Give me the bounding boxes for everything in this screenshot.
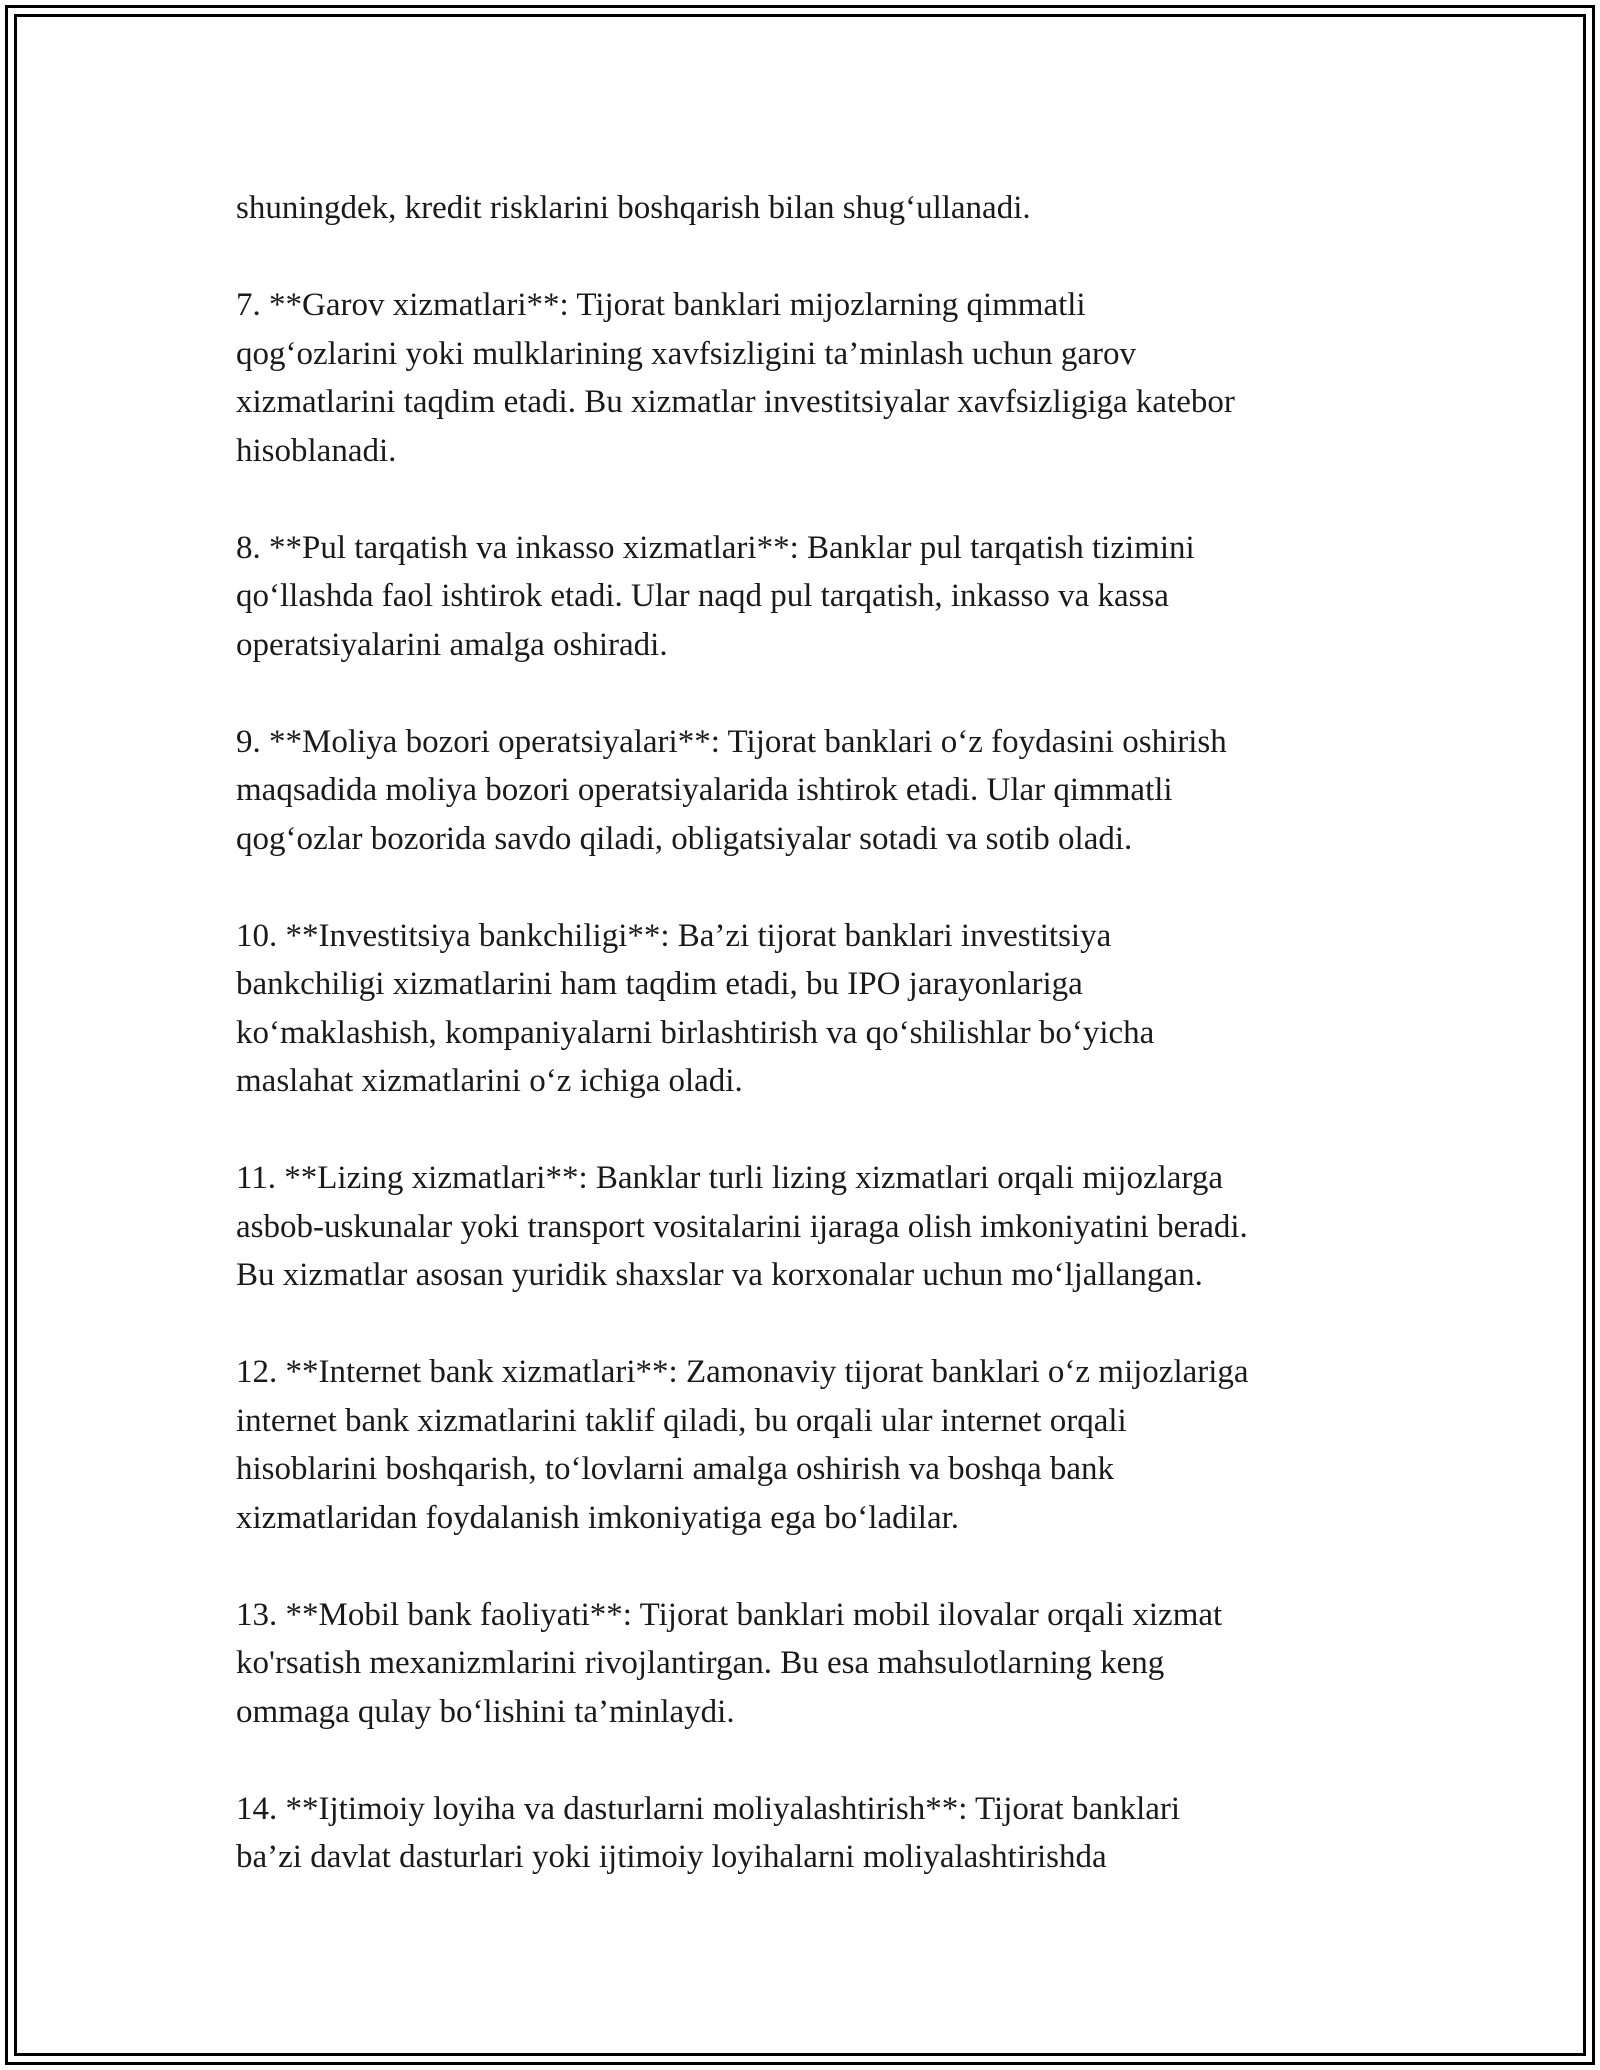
paragraph-continuation: shuningdek, kredit risklarini boshqarish bilan shug‘ullanadi. <box>236 190 1031 226</box>
paragraph-item-11: 11. **Lizing xizmatlari**: Banklar turli lizing xizmatlari orqali mijozlarga asbob-uskunalar yoki transport vositalarini ijaraga olish imkoniyatini beradi. Bu xizmatlar asosan yuridik shaxslar va korxonalar uchun mo‘ljallangan. <box>236 1160 1248 1293</box>
paragraph-item-8: 8. **Pul tarqatish va inkasso xizmatlari**: Banklar pul tarqatish tizimini qo‘llashda faol ishtirok etadi. Ular naqd pul tarqatish, inkasso va kassa operatsiyalarini amalga oshiradi. <box>236 529 1195 663</box>
paragraph-item-13: 13. **Mobil bank faoliyati**: Tijorat banklari mobil ilovalar orqali xizmat ko'rsatish mexanizmlarini rivojlantirgan. Bu esa mahsulotlarning keng ommaga qulay bo‘lishini ta’minlaydi. <box>236 1596 1223 1730</box>
paragraph-item-14: 14. **Ijtimoiy loyiha va dasturlarni moliyalashtirish**: Tijorat banklari ba’zi davlat dasturlari yoki ijtimoiy loyihalarni moliyalashtirishda <box>236 1790 1181 1875</box>
paragraph-item-12: 12. **Internet bank xizmatlari**: Zamonaviy tijorat banklari o‘z mijozlariga internet bank xizmatlarini taklif qiladi, bu orqali ular internet orqali hisoblarini boshqarish, to‘lovlarni amalga oshirish va boshqa bank xizmatlaridan foydalanish imkoniyatiga ega bo‘ladilar. <box>236 1354 1249 1536</box>
document-body <box>236 184 1376 1930</box>
paragraph-item-9: 9. **Moliya bozori operatsiyalari**: Tijorat banklari o‘z foydasini oshirish maqsadida moliya bozori operatsiyalarida ishtirok etadi. Ular qimmatli qog‘ozlar bozorida savdo qiladi, obligatsiyalar sotadi va sotib oladi. <box>236 723 1227 857</box>
paragraph-item-7: 7. **Garov xizmatlari**: Tijorat banklari mijozlarning qimmatli qog‘ozlarini yoki mulklarining xavfsizligini ta’minlash uchun garov xizmatlarini taqdim etadi. Bu xizmatlar investitsiyalar xavfsizligiga katebor hisoblanadi. <box>236 287 1235 469</box>
paragraph-item-10: 10. **Investitsiya bankchiligi**: Ba’zi tijorat banklari investitsiya bankchiligi xizmatlarini ham taqdim etadi, bu IPO jarayonlariga ko‘maklashish, kompaniyalarni birlashtirish va qo‘shilishlar bo‘yicha maslahat xizmatlarini o‘z ichiga oladi. <box>236 917 1155 1099</box>
